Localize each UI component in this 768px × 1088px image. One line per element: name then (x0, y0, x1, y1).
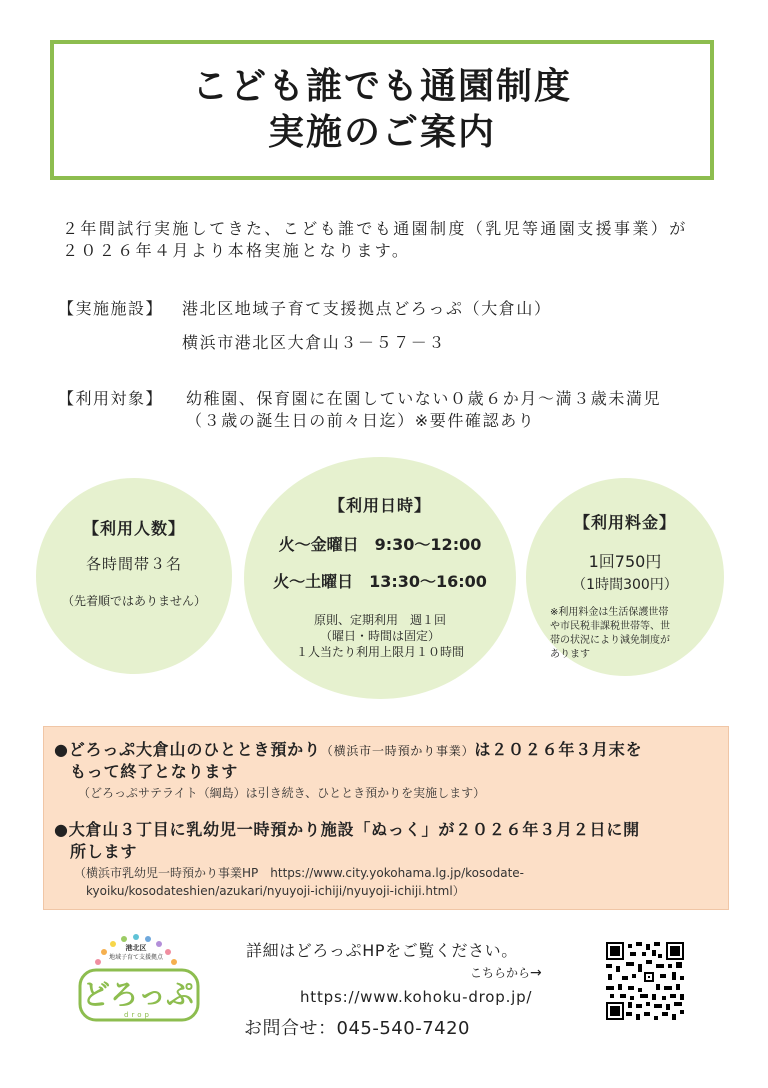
intro-line-2: ２０２６年４月より本格実施となります。 (62, 241, 411, 260)
schedule-slot-1: 火～金曜日 9:30～12:00 (278, 535, 482, 554)
fee-price: 1回750円 (588, 552, 662, 571)
logo-roman: drop (124, 1011, 152, 1019)
target-line-2: （３歳の誕生日の前々日迄）※要件確認あり (186, 411, 536, 430)
capacity-heading: 【利用人数】 (82, 519, 185, 538)
fee-note-4: あります (550, 649, 590, 660)
schedule-note-2: （曜日・時間は固定） (319, 629, 440, 643)
title-line-2: 実施のご案内 (267, 112, 496, 153)
notice-2-line-2: 所します (70, 842, 138, 861)
logo-small-line-1: 港北区 (125, 944, 147, 952)
drop-logo-graphic (76, 928, 202, 1024)
footer-url[interactable]: https://www.kohoku-drop.jp/ (300, 988, 533, 1006)
schedule-note-3: １人当たり利用上限月１０時間 (295, 645, 464, 659)
qr-code-icon[interactable] (604, 940, 686, 1022)
notice-1-sub: （どろっぷサテライト（綱島）は引き続き、ひととき預かりを実施します） (78, 786, 486, 800)
notice-1-main-b: は２０２６年３月末を (474, 740, 643, 759)
capacity-circle (36, 478, 232, 674)
facility-name: 港北区地域子育て支援拠点どろっぷ（大倉山） (182, 299, 552, 318)
fee-note-3: 帯の状況により減免制度が (550, 635, 670, 646)
logo-small-line-2: 地域子育て支援拠点 (108, 954, 164, 961)
notice-1-line-1 (54, 739, 642, 762)
notice-2-line-1: ●大倉山３丁目に乳幼児一時預かり施設「ぬっく」が２０２６年３月２日に開 (54, 820, 640, 839)
footer-contact: お問合せ：045-540-7420 (244, 1018, 471, 1039)
drop-logo (76, 928, 202, 1024)
schedule-slot-2: 火～土曜日 13:30～16:00 (273, 572, 487, 591)
notice-1-small: （横浜市一時預かり事業） (320, 744, 475, 758)
schedule-note-1: 原則、定期利用 週１回 (313, 613, 446, 627)
title-box (50, 40, 714, 180)
fee-note (550, 606, 700, 662)
notices-box (43, 726, 729, 910)
capacity-note: （先着順ではありません） (61, 594, 206, 608)
footer-here-text: こちらから (470, 966, 531, 980)
notice-2-sub-2: kyoiku/kosodateshien/azukari/nyuyoji-ichiji/nyuyoji-ichiji.html） (86, 884, 465, 898)
footer-here (470, 964, 542, 981)
fee-hourly: （1時間300円） (572, 577, 678, 593)
facility-label: 【実施施設】 (58, 299, 164, 318)
intro-text (62, 218, 732, 262)
fee-heading: 【利用料金】 (573, 513, 676, 532)
facility-address: 横浜市港北区大倉山３－５７－３ (182, 333, 447, 352)
arrow-right-icon: → (530, 965, 542, 981)
notice-1-main-a: ●どろっぷ大倉山のひととき預かり (54, 740, 321, 759)
target-line-1: 幼稚園、保育園に在園していない０歳６か月～満３歳未満児 (186, 389, 662, 408)
capacity-value: 各時間帯３名 (85, 555, 182, 573)
schedule-heading: 【利用日時】 (328, 496, 431, 515)
intro-line-1: ２年間試行実施してきた、こども誰でも通園制度（乳児等通園支援事業）が (62, 219, 688, 238)
notice-1-line-2: もって終了となります (70, 762, 239, 781)
schedule-circle (244, 457, 516, 699)
target-label: 【利用対象】 (58, 389, 164, 408)
title-line-1: こども誰でも通園制度 (191, 66, 572, 107)
fee-circle (526, 478, 724, 676)
fee-note-2: や市民税非課税世帯等、世 (550, 621, 670, 632)
notice-2-sub-1: （横浜市乳幼児一時預かり事業HP https://www.city.yokohama.lg.jp/kosodate- (74, 866, 525, 880)
logo-name: どろっぷ (81, 978, 195, 1011)
fee-note-1: ※利用料金は生活保護世帯 (550, 607, 669, 618)
footer-detail: 詳細はどろっぷHPをご覧ください。 (246, 941, 518, 960)
